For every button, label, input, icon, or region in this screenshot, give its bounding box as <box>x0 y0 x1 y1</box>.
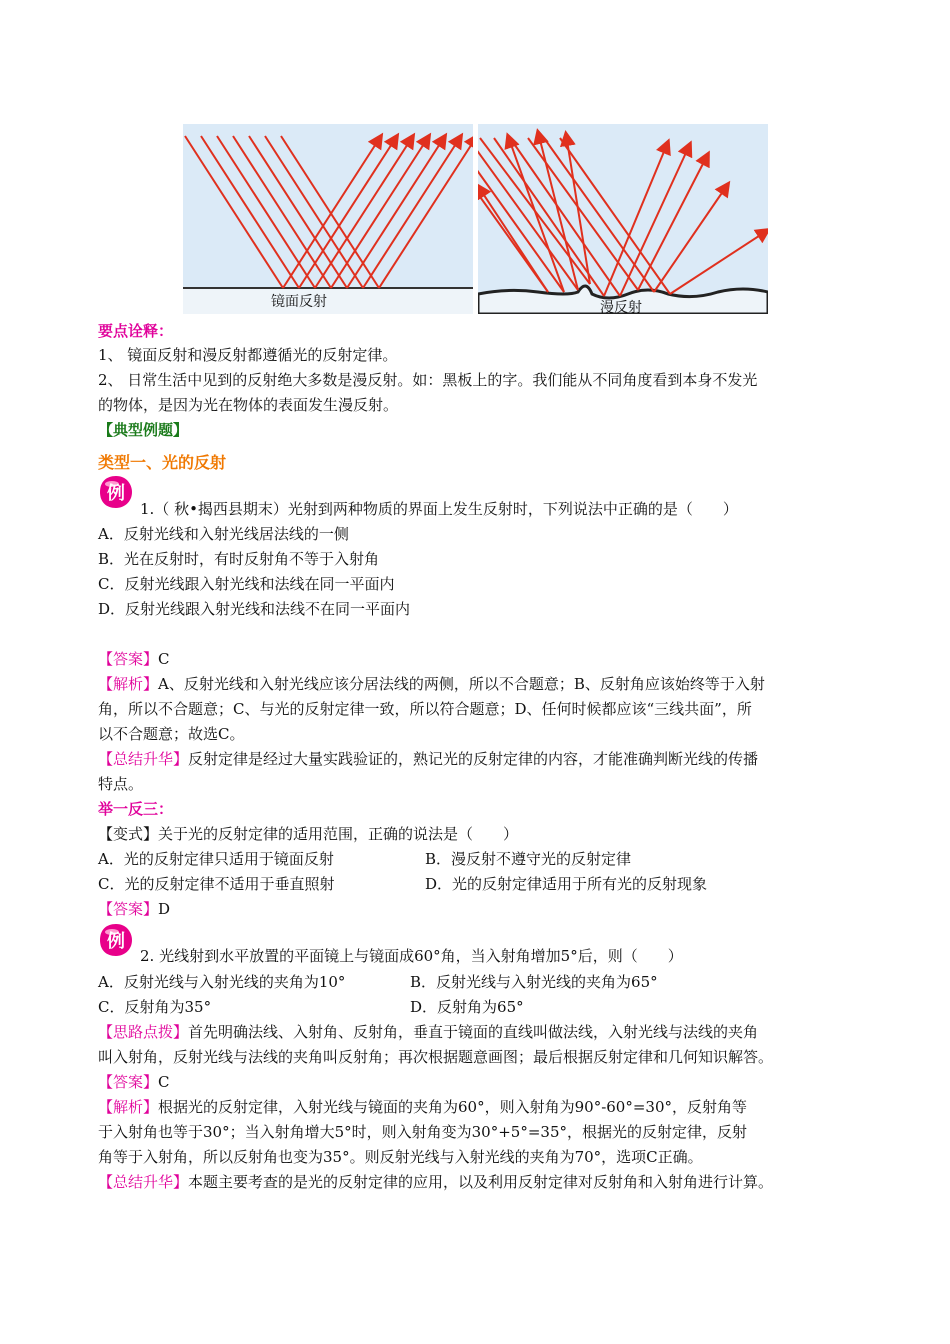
q2-analysis-line3: 角等于入射角，所以反射角也变为35°。则反射光线与入射光线的夹角为70°，选项C正确。 <box>98 1148 703 1166</box>
examples-heading: 【典型例题】 <box>98 421 189 439</box>
q1-answer: 【答案】C <box>98 650 170 668</box>
variant-answer: 【答案】D <box>98 900 171 918</box>
q2-stem: 2. 光线射到水平放置的平面镜上与镜面成60°角，当入射角增加5°后，则（ ） <box>140 947 683 965</box>
specular-caption: 镜面反射 <box>271 294 327 310</box>
svg-text:例: 例 <box>107 483 125 504</box>
q2-hint-line2: 叫入射角，反射光线与法线的夹角叫反射角；再次根据题意画图；最后根据反射定律和几何知识解答。 <box>98 1048 774 1066</box>
q2-analysis-line2: 于入射角也等于30°；当入射角增大5°时，则入射角变为30°+5°=35°，根据光的反射定律，反射 <box>98 1123 747 1141</box>
svg-text:例: 例 <box>107 931 125 952</box>
q1-analysis-line3: 以不合题意；故选C。 <box>98 725 245 743</box>
q1-summary-line1: 【总结升华】反射定律是经过大量实践验证的，熟记光的反射定律的内容，才能准确判断光线的传播 <box>98 750 759 768</box>
specular-reflection-figure <box>183 124 473 314</box>
variant-option-d: D．光的反射定律适用于所有光的反射现象 <box>425 875 708 893</box>
q1-option-a: A．反射光线和入射光线居法线的一侧 <box>98 525 349 543</box>
diffuse-reflection-figure <box>478 124 768 314</box>
q2-option-a: A．反射光线与入射光线的夹角为10° <box>98 973 346 991</box>
variant-option-c: C．光的反射定律不适用于垂直照射 <box>98 875 335 893</box>
type1-heading: 类型一、光的反射 <box>98 453 227 472</box>
key-points-heading: 要点诠释： <box>98 322 174 340</box>
key-point-1: 1、 镜面反射和漫反射都遵循光的反射定律。 <box>98 346 398 364</box>
q1-option-c: C．反射光线跟入射光线和法线在同一平面内 <box>98 575 395 593</box>
q1-summary-line2: 特点。 <box>98 775 144 793</box>
q2-answer: 【答案】C <box>98 1073 170 1091</box>
q2-summary: 【总结升华】本题主要考查的是光的反射定律的应用，以及利用反射定律对反射角和入射角进行计算。 <box>98 1173 774 1191</box>
q1-option-b: B．光在反射时，有时反射角不等于入射角 <box>98 550 380 568</box>
variant-option-b: B．漫反射不遵守光的反射定律 <box>425 850 632 868</box>
variant-heading: 举一反三： <box>98 800 174 818</box>
q1-analysis-line2: 角，所以不合题意；C、与光的反射定律一致，所以符合题意；D、任何时候都应该“三线共面”，所 <box>98 700 752 718</box>
q1-analysis-line1: 【解析】A、反射光线和入射光线应该分居法线的两侧，所以不合题意；B、反射角应该始终等于入射 <box>98 675 765 693</box>
key-point-2-line1: 2、 日常生活中见到的反射绝大多数是漫反射。如：黑板上的字。我们能从不同角度看到本身不发光 <box>98 371 758 389</box>
key-point-2-line2: 的物体，是因为光在物体的表面发生漫反射。 <box>98 396 399 414</box>
example-badge-1 <box>98 474 134 510</box>
diffuse-caption: 漫反射 <box>600 300 642 314</box>
q2-option-b: B．反射光线与入射光线的夹角为65° <box>410 973 658 991</box>
q1-option-d: D．反射光线跟入射光线和法线不在同一平面内 <box>98 600 411 618</box>
reflection-figures <box>183 124 768 314</box>
q2-option-c: C．反射角为35° <box>98 998 212 1016</box>
q1-stem: 1.（ 秋•揭西县期末）光射到两种物质的界面上发生反射时，下列说法中正确的是（ ） <box>140 500 738 518</box>
q2-option-d: D．反射角为65° <box>410 998 524 1016</box>
example-badge-2 <box>98 922 134 958</box>
q2-analysis-line1: 【解析】根据光的反射定律，入射光线与镜面的夹角为60°，则入射角为90°-60°=30°，反射角等 <box>98 1098 748 1116</box>
variant-option-a: A．光的反射定律只适用于镜面反射 <box>98 850 334 868</box>
variant-stem: 【变式】关于光的反射定律的适用范围，正确的说法是（ ） <box>98 825 519 843</box>
q2-hint-line1: 【思路点拨】首先明确法线、入射角、反射角，垂直于镜面的直线叫做法线，入射光线与法线的夹角 <box>98 1023 759 1041</box>
